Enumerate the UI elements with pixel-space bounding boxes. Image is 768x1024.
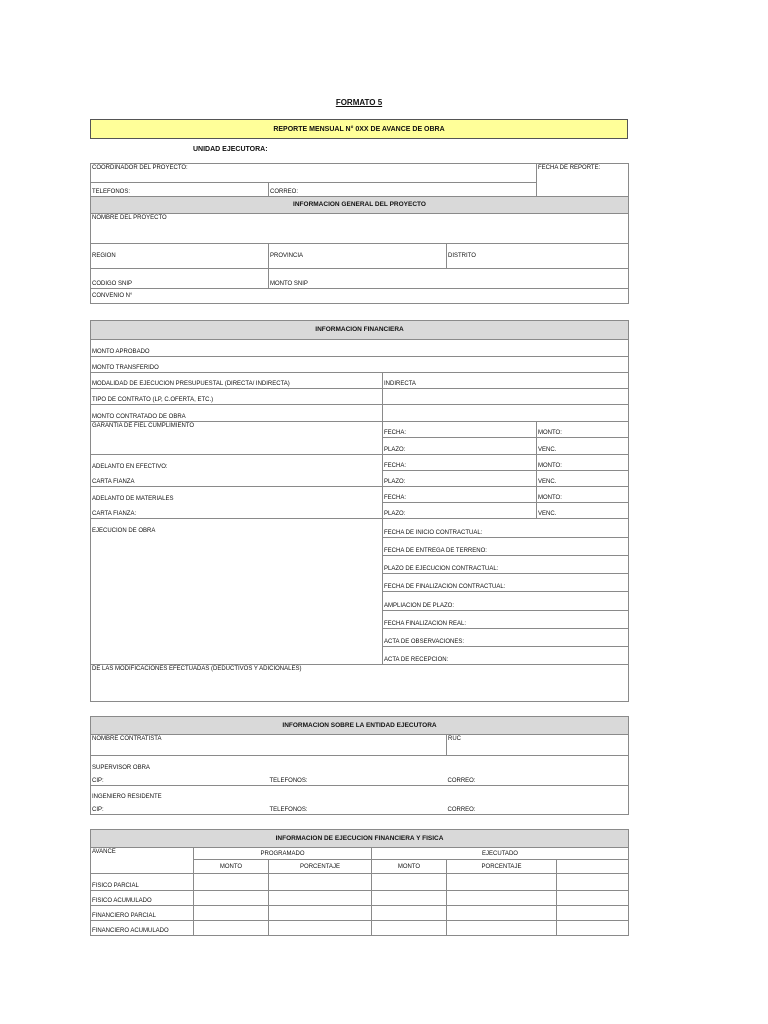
ingeniero-correo[interactable]: CORREO: (447, 801, 629, 815)
adelanto-materiales-label: ADELANTO DE MATERIALES (91, 487, 383, 503)
table-cell[interactable] (269, 874, 372, 891)
distrito-field[interactable]: DISTRITO (447, 244, 629, 269)
modalidad-label: MODALIDAD DE EJECUCION PRESUPUESTAL (DIRECTA/ INDIRECTA) (91, 373, 383, 389)
table-cell[interactable] (269, 906, 372, 921)
programado-header: PROGRAMADO (194, 848, 372, 860)
entidad-header: INFORMACION SOBRE LA ENTIDAD EJECUTORA (91, 717, 629, 735)
monto-transferido-field[interactable]: MONTO TRANSFERIDO (91, 357, 629, 373)
table-cell[interactable] (447, 891, 557, 906)
monto-aprobado-field[interactable]: MONTO APROBADO (91, 340, 629, 357)
table-cell[interactable] (372, 921, 447, 936)
nombre-proyecto-field[interactable]: NOMBRE DEL PROYECTO (91, 214, 629, 244)
table-cell[interactable] (557, 891, 629, 906)
avance-row-label: FINANCIERO PARCIAL (91, 906, 194, 921)
ejec-item-8[interactable]: ACTA DE RECEPCION: (383, 647, 629, 665)
telefonos-field[interactable]: TELEFONOS: (91, 183, 269, 197)
table-cell[interactable] (194, 921, 269, 936)
garantia-monto[interactable]: MONTO: (537, 422, 629, 438)
avance-row-label: FISICO ACUMULADO (91, 891, 194, 906)
table-cell[interactable] (557, 874, 629, 891)
garantia-label: GARANTIA DE FIEL CUMPLIMIENTO (91, 422, 383, 455)
monto-contratado-value[interactable] (383, 405, 629, 422)
ejec-item-4[interactable]: FECHA DE FINALIZACION CONTRACTUAL: (383, 574, 629, 592)
ejecutado-porcentaje-header: PORCENTAJE (447, 860, 557, 874)
general-info-section (90, 163, 629, 304)
avance-row-label: FINANCIERO ACUMULADO (91, 921, 194, 936)
supervisor-telefonos[interactable]: TELEFONOS: (269, 772, 447, 786)
ingeniero-label: INGENIERO RESIDENTE (91, 786, 629, 801)
garantia-plazo[interactable]: PLAZO: (383, 438, 537, 455)
adelanto-materiales-fecha[interactable]: FECHA: (383, 487, 537, 503)
table-cell[interactable] (372, 906, 447, 921)
carta-fianza-1-venc[interactable]: VENC. (537, 471, 629, 487)
fecha-reporte-field[interactable]: FECHA DE REPORTE: (537, 164, 629, 197)
table-cell[interactable] (194, 906, 269, 921)
carta-fianza-2-label: CARTA FIANZA: (91, 503, 383, 519)
carta-fianza-2-venc[interactable]: VENC. (537, 503, 629, 519)
table-cell[interactable] (194, 874, 269, 891)
ejec-item-7[interactable]: ACTA DE OBSERVACIONES: (383, 629, 629, 647)
adelanto-efectivo-fecha[interactable]: FECHA: (383, 455, 537, 471)
supervisor-label: SUPERVISOR OBRA (91, 756, 629, 772)
coordinador-field[interactable]: COORDINADOR DEL PROYECTO: (91, 164, 537, 183)
report-banner: REPORTE MENSUAL N° 0XX DE AVANCE DE OBRA (90, 119, 628, 139)
region-field[interactable]: REGION (91, 244, 269, 269)
table-cell[interactable] (269, 891, 372, 906)
garantia-venc[interactable]: VENC. (537, 438, 629, 455)
programado-monto-header: MONTO (194, 860, 269, 874)
codigo-snip-field[interactable]: CODIGO SNIP (91, 269, 269, 289)
supervisor-correo[interactable]: CORREO: (447, 772, 629, 786)
ruc-field[interactable]: RUC (447, 735, 629, 756)
table-cell[interactable] (447, 906, 557, 921)
ingeniero-telefonos[interactable]: TELEFONOS: (269, 801, 447, 815)
avance-section (90, 829, 629, 936)
table-cell[interactable] (194, 891, 269, 906)
convenio-field[interactable]: CONVENIO N° (91, 289, 629, 304)
adelanto-efectivo-label: ADELANTO EN EFECTIVO: (91, 455, 383, 471)
ejecucion-obra-label: EJECUCION DE OBRA (91, 519, 383, 665)
carta-fianza-1-label: CARTA FIANZA (91, 471, 383, 487)
page-title: FORMATO 5 (335, 98, 383, 107)
avance-header: INFORMACION DE EJECUCION FINANCIERA Y FISICA (91, 830, 629, 848)
supervisor-cip[interactable]: CIP: (91, 772, 269, 786)
table-cell[interactable] (557, 906, 629, 921)
monto-snip-field[interactable]: MONTO SNIP (269, 269, 629, 289)
modalidad-value[interactable]: INDIRECTA (383, 373, 629, 389)
table-cell[interactable] (269, 921, 372, 936)
avance-label: AVANCE (91, 848, 194, 874)
ejec-item-6[interactable]: FECHA FINALIZACION REAL: (383, 611, 629, 629)
financial-info-header: INFORMACION FINANCIERA (91, 321, 629, 340)
adelanto-efectivo-monto[interactable]: MONTO: (537, 455, 629, 471)
avance-row-label: FISICO PARCIAL (91, 874, 194, 891)
ingeniero-cip[interactable]: CIP: (91, 801, 269, 815)
table-cell[interactable] (447, 874, 557, 891)
table-cell[interactable] (447, 921, 557, 936)
table-cell[interactable] (372, 891, 447, 906)
provincia-field[interactable]: PROVINCIA (269, 244, 447, 269)
unidad-ejecutora-label: UNIDAD EJECUTORA: (193, 146, 268, 153)
programado-porcentaje-header: PORCENTAJE (269, 860, 372, 874)
table-cell[interactable] (557, 921, 629, 936)
tipo-contrato-label: TIPO DE CONTRATO (LP, C.OFERTA, ETC.) (91, 389, 383, 405)
ejecutado-header: EJECUTADO (372, 848, 629, 860)
carta-fianza-1-plazo[interactable]: PLAZO: (383, 471, 537, 487)
tipo-contrato-value[interactable] (383, 389, 629, 405)
modificaciones-field[interactable]: DE LAS MODIFICACIONES EFECTUADAS (DEDUCTIVOS Y ADICIONALES) (91, 665, 629, 702)
ejec-item-1[interactable]: FECHA DE INICIO CONTRACTUAL: (383, 519, 629, 538)
monto-contratado-label: MONTO CONTRATADO DE OBRA (91, 405, 383, 422)
blank-header-cell (557, 860, 629, 874)
financial-info-section (90, 320, 629, 702)
adelanto-materiales-monto[interactable]: MONTO: (537, 487, 629, 503)
garantia-fecha[interactable]: FECHA: (383, 422, 537, 438)
general-info-header: INFORMACION GENERAL DEL PROYECTO (91, 197, 629, 214)
ejec-item-5[interactable]: AMPLIACION DE PLAZO: (383, 592, 629, 611)
ejecutado-monto-header: MONTO (372, 860, 447, 874)
nombre-contratista-field[interactable]: NOMBRE CONTRATISTA (91, 735, 447, 756)
ejec-item-3[interactable]: PLAZO DE EJECUCION CONTRACTUAL: (383, 556, 629, 574)
entidad-section (90, 716, 629, 815)
table-cell[interactable] (372, 874, 447, 891)
correo-field[interactable]: CORREO: (269, 183, 537, 197)
ejec-item-2[interactable]: FECHA DE ENTREGA DE TERRENO: (383, 538, 629, 556)
carta-fianza-2-plazo[interactable]: PLAZO: (383, 503, 537, 519)
